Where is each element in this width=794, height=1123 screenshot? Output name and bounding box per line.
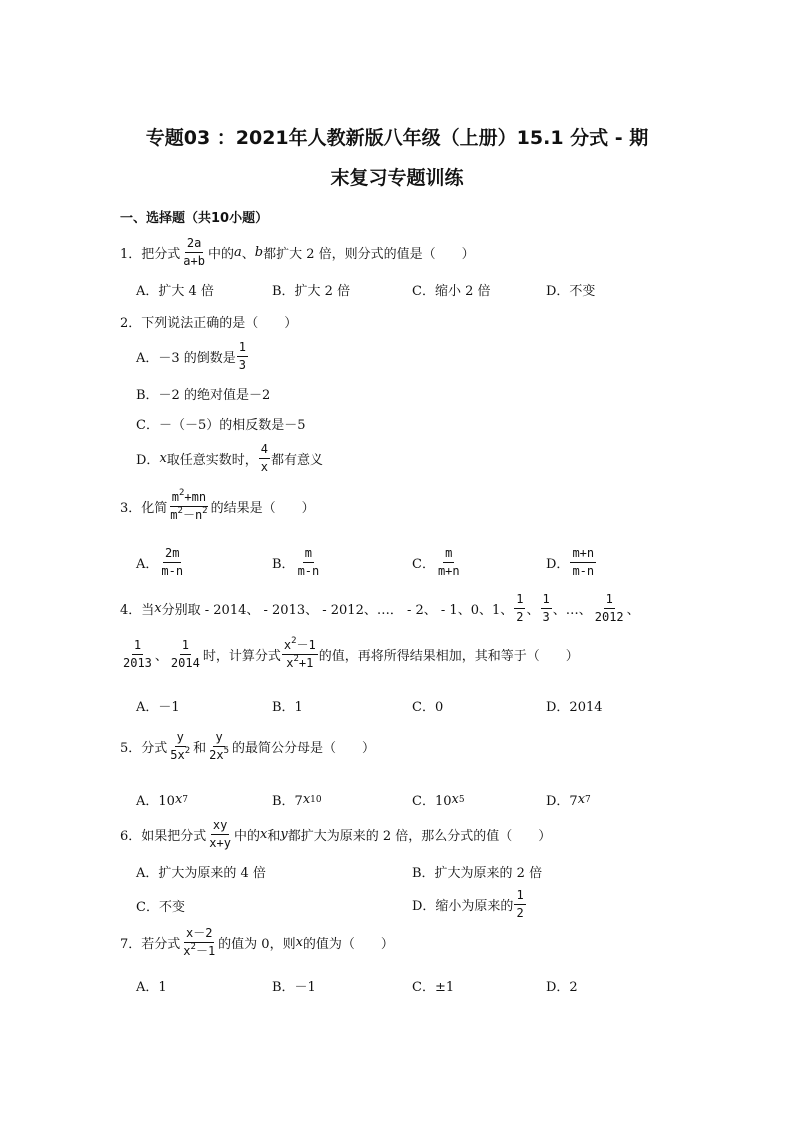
q6-text-post: 都扩大为原来的 2 倍，那么分式的值（ ）: [287, 829, 552, 844]
q4-expression-fraction: [282, 638, 318, 671]
q3-option-b-label: B．: [272, 557, 295, 572]
document-title: [110, 118, 684, 198]
q7-var-x: x: [295, 935, 303, 950]
q6-option-d-numerator: 1: [514, 888, 525, 905]
q5-fraction-2: [207, 730, 231, 763]
q1-option-c[interactable]: C．缩小 2 倍: [412, 284, 491, 299]
q4-fraction-4: [121, 638, 154, 671]
q4-expression-denominator: [284, 655, 315, 671]
q4-fraction-3: [593, 592, 626, 625]
q4-option-d[interactable]: D．2014: [546, 700, 603, 715]
q1-text-post: 都扩大 2 倍，则分式的值是（ ）: [263, 247, 475, 262]
q4-text-mid: 分别取 - 2014、 - 2013、 - 2012、…． - 2、 - 1、0、1、: [161, 603, 514, 618]
q3-option-b[interactable]: [272, 546, 322, 579]
q3-option-b-numerator: m: [303, 546, 314, 563]
q1-var-b: b: [254, 245, 264, 260]
q2-option-d-label: D．: [136, 453, 160, 468]
q3-option-a-denominator: m-n: [161, 564, 184, 578]
q3-option-c[interactable]: [412, 546, 463, 579]
q2-option-c[interactable]: C．－（－5）的相反数是－5: [136, 418, 306, 433]
q7-text-post: 的值为（ ）: [302, 937, 394, 952]
q4-fraction-2: [541, 592, 552, 625]
q4-fraction-1-numerator: 1: [514, 592, 525, 609]
q6-option-d-text: D．缩小为原来的: [412, 899, 514, 914]
q5-f1-den-exp: 2: [184, 746, 191, 756]
q1-var-a: a: [233, 245, 242, 260]
q3-text-pre: 3．化简: [120, 501, 168, 516]
q4-fraction-5: [169, 638, 202, 671]
question-3-stem: [120, 490, 315, 523]
q3-option-a-numerator: 2m: [163, 546, 181, 563]
q4-sep-2: 、…、: [552, 603, 592, 618]
q2-option-d-var: x: [159, 451, 167, 466]
q5-option-c[interactable]: C．10 x 5: [412, 792, 465, 809]
q4-fraction-2-numerator: 1: [541, 592, 552, 609]
q3-option-c-fraction: [436, 546, 462, 579]
q6-option-c[interactable]: C．不变: [136, 900, 185, 915]
q4-sep-3: 、: [626, 603, 640, 618]
question-2-stem: 2．下列说法正确的是（ ）: [120, 316, 298, 331]
q5-option-a-label: A．10: [136, 794, 175, 809]
q3-option-b-fraction: [296, 546, 322, 579]
q5-fraction-1-numerator: y: [175, 730, 186, 747]
q4-expr-den-exp: 2: [293, 654, 299, 664]
q3-option-d-numerator: m+n: [570, 546, 596, 563]
question-4-stem-line-2: [120, 638, 579, 671]
q6-var-x: x: [259, 827, 268, 842]
q4-line2-mid: 时，计算分式: [202, 649, 281, 664]
q6-var-y: y: [280, 827, 288, 842]
q2-option-d-post: 都有意义: [271, 453, 324, 468]
q1-fraction: [181, 236, 207, 269]
q5-option-b[interactable]: B．7 x 10: [272, 792, 322, 809]
q7-den-x: x: [183, 944, 191, 958]
q4-expr-num-exp: 2: [291, 636, 297, 646]
q4-expr-num-rest: －1: [296, 638, 316, 652]
question-4-stem-line-1: [120, 592, 640, 625]
q4-expression-numerator: [282, 638, 318, 655]
question-7-stem: [120, 926, 394, 959]
q5-option-b-label: B．7: [272, 794, 303, 809]
q2-option-a-text: A．－3 的倒数是: [136, 351, 236, 366]
q4-expr-den-rest: +1: [298, 656, 314, 670]
q5-f1-den-base: 5x: [170, 748, 185, 762]
q4-sep-4: 、: [154, 649, 168, 664]
q2-option-a-numerator: 1: [237, 340, 248, 357]
title-line-2: 末复习专题训练: [330, 167, 464, 189]
q3-option-a[interactable]: [136, 546, 186, 579]
q7-option-c[interactable]: C．±1: [412, 980, 455, 995]
q3-num-exp: 2: [179, 488, 185, 498]
q4-fraction-5-denominator: 2014: [170, 656, 200, 670]
q5-f2-den-base: 2x: [209, 748, 224, 762]
q1-option-a[interactable]: A．扩大 4 倍: [136, 284, 214, 299]
q4-fraction-1: [514, 592, 525, 625]
q3-option-a-label: A．: [136, 557, 159, 572]
q3-option-d-fraction: [570, 546, 596, 579]
q5-option-a[interactable]: A．10 x 7: [136, 792, 189, 809]
q3-num-rest: +mn: [184, 490, 207, 504]
q4-text-pre: 4．当: [120, 603, 155, 618]
q7-fraction: [181, 926, 217, 959]
q7-den-rest: －1: [195, 944, 216, 958]
q1-sep: 、: [241, 247, 255, 262]
q7-den-exp: 2: [190, 942, 196, 952]
q3-fraction-denominator: [168, 507, 209, 523]
q5-option-d-label: D．7: [546, 794, 578, 809]
q6-option-a[interactable]: A．扩大为原来的 4 倍: [136, 866, 266, 881]
q5-text-mid: 和: [193, 741, 207, 756]
q2-option-d-numerator: 4: [259, 442, 270, 459]
q4-option-a[interactable]: A．－1: [136, 700, 180, 715]
q5-option-d[interactable]: D．7 x 7: [546, 792, 591, 809]
q6-option-d-fraction: [514, 888, 525, 921]
q3-den-exp1: 2: [177, 506, 183, 516]
q4-fraction-3-numerator: 1: [604, 592, 615, 609]
q7-option-b[interactable]: B．－1: [272, 980, 316, 995]
q2-option-d-text: 取任意实数时，: [166, 453, 258, 468]
q6-fraction-denominator: x+y: [209, 836, 231, 850]
q4-fraction-3-denominator: 2012: [594, 610, 624, 624]
q3-num-m: m: [171, 490, 179, 504]
q5-fraction-1-denominator: [168, 747, 192, 763]
q5-option-d-var: x: [577, 792, 586, 807]
q5-fraction-1: [168, 730, 192, 763]
q7-fraction-numerator: x－2: [184, 926, 214, 943]
q1-fraction-denominator: a+b: [183, 254, 205, 268]
q3-option-c-numerator: m: [443, 546, 454, 563]
q4-var-x: x: [154, 601, 162, 616]
q7-text-pre: 7．若分式: [120, 937, 181, 952]
q3-option-c-denominator: m+n: [437, 564, 460, 578]
q4-expr-num-x: x: [283, 638, 292, 652]
q2-option-d[interactable]: [136, 442, 323, 475]
q6-text-mid1: 中的: [233, 829, 260, 844]
q3-text-post: 的结果是（ ）: [210, 501, 315, 516]
section-heading: 一、选择题（共10小题）: [120, 211, 269, 226]
question-1-stem: [120, 236, 475, 269]
q2-option-d-fraction: [259, 442, 270, 475]
q3-option-d[interactable]: [546, 546, 597, 579]
q6-option-d-denominator: 2: [516, 906, 524, 920]
q3-option-b-denominator: m-n: [297, 564, 320, 578]
q5-text-pre: 5．分式: [120, 741, 168, 756]
q3-den-m: m: [170, 508, 178, 522]
q4-fraction-2-denominator: 3: [542, 610, 550, 624]
q4-option-c[interactable]: C．0: [412, 700, 444, 715]
q3-option-c-label: C．: [412, 557, 435, 572]
q1-text-pre: 1．把分式: [120, 247, 181, 262]
q1-option-b[interactable]: B．扩大 2 倍: [272, 284, 351, 299]
q4-fraction-1-denominator: 2: [516, 610, 524, 624]
q4-fraction-4-numerator: 1: [132, 638, 143, 655]
q4-expr-den-x: x: [286, 656, 294, 670]
question-6-stem: [120, 818, 551, 851]
q2-option-b[interactable]: B．－2 的绝对值是－2: [136, 388, 271, 403]
q1-option-d[interactable]: D．不变: [546, 284, 596, 299]
q5-text-post: 的最简公分母是（ ）: [232, 741, 376, 756]
q3-fraction-numerator: [170, 490, 208, 507]
q6-fraction: [207, 818, 233, 851]
q5-fraction-2-denominator: [207, 747, 231, 763]
q7-option-d[interactable]: D．2: [546, 980, 578, 995]
q7-text-mid: 的值为 0，则: [218, 937, 296, 952]
q6-option-b[interactable]: B．扩大为原来的 2 倍: [412, 866, 543, 881]
question-5-stem: [120, 730, 375, 763]
q6-fraction-numerator: xy: [211, 818, 229, 835]
q2-option-d-denominator: x: [260, 460, 269, 474]
q3-option-d-denominator: m-n: [572, 564, 595, 578]
q7-fraction-denominator: [181, 943, 217, 959]
q2-option-a-fraction: [237, 340, 248, 373]
q4-fraction-5-numerator: 1: [180, 638, 191, 655]
q4-sep-1: 、: [526, 603, 540, 618]
title-line-1: 专题03 ：2021年人教新版八年级（上册）15.1 分式 - 期: [145, 127, 649, 149]
q6-option-d[interactable]: [412, 888, 527, 921]
q4-fraction-4-denominator: 2013: [123, 656, 152, 670]
q6-text-mid2: 和: [267, 829, 281, 844]
q5-option-b-var: x: [302, 792, 311, 807]
q3-fraction: [168, 490, 209, 523]
q5-option-c-label: C．10: [412, 794, 452, 809]
q2-option-a[interactable]: [136, 340, 249, 373]
q5-f2-den-exp: 5: [223, 746, 230, 756]
q5-option-c-var: x: [451, 792, 459, 807]
q6-text-pre: 6．如果把分式: [120, 829, 207, 844]
q4-option-b[interactable]: B．1: [272, 700, 303, 715]
q1-text-mid: 中的: [207, 247, 234, 262]
q3-option-d-label: D．: [546, 557, 570, 572]
q3-den-exp2: 2: [202, 506, 208, 516]
q1-fraction-numerator: 2a: [185, 236, 203, 253]
q2-option-a-denominator: 3: [238, 358, 247, 372]
q3-den-rest: －n: [182, 508, 203, 522]
q7-option-a[interactable]: A．1: [136, 980, 167, 995]
q5-fraction-2-numerator: y: [213, 730, 224, 747]
q4-line2-post: 的值，再将所得结果相加，其和等于（ ）: [318, 649, 579, 664]
q5-option-a-var: x: [174, 792, 183, 807]
q3-option-a-fraction: [159, 546, 185, 579]
